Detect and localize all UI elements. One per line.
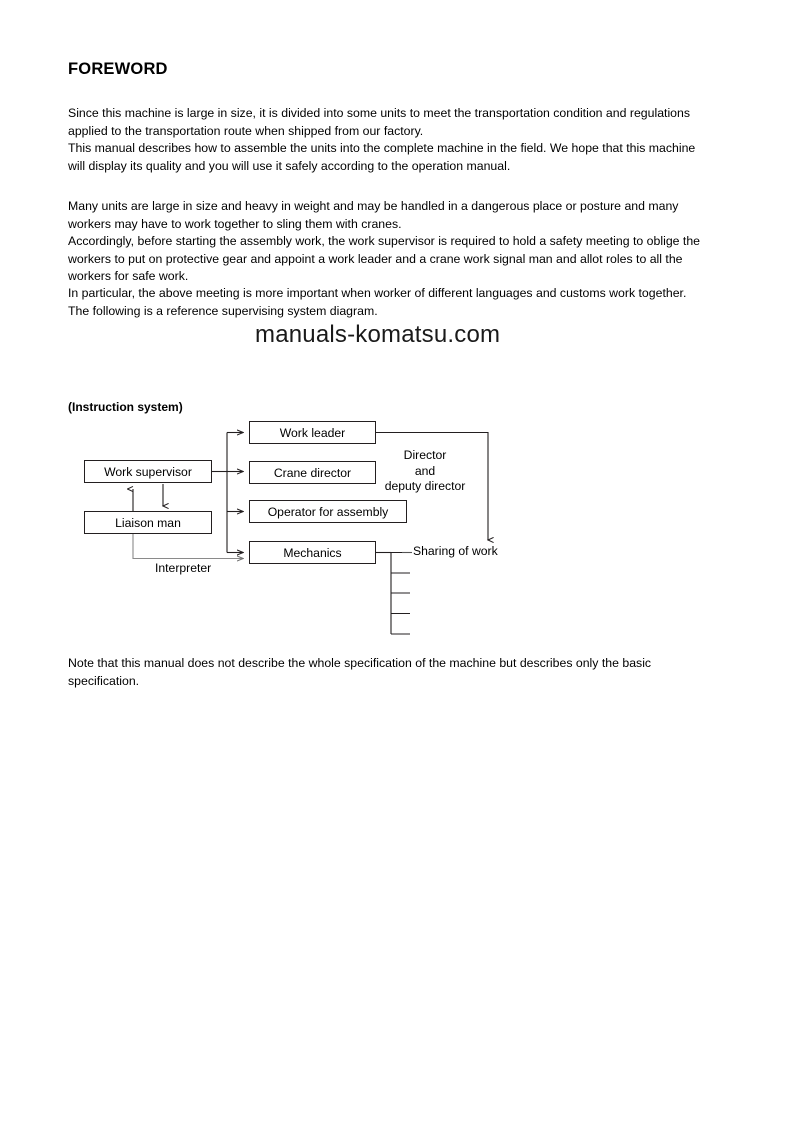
watermark-text: manuals-komatsu.com	[255, 321, 501, 348]
paragraph-group-2	[68, 198, 710, 286]
paragraph: In particular, the above meeting is more important when worker of different languages and customs work together.	[68, 286, 687, 300]
paragraph: Accordingly, before starting the assembly work, the work supervisor is required to hold a safety meeting to oblige the workers to put on protective gear and appoint a work leader and a crane work signal man and allot roles to all the workers for safe work.	[68, 234, 701, 284]
paragraph: The following is a reference supervising system diagram.	[68, 303, 378, 318]
page-title: FOREWORD	[68, 60, 168, 78]
director-line-2: and	[414, 463, 436, 478]
diagram-label-interpreter: Interpreter	[155, 561, 212, 575]
diagram-node-mechanics: Mechanics	[249, 541, 376, 564]
paragraph-group-1	[68, 105, 710, 175]
paragraph-group-3	[68, 285, 710, 320]
paragraph: Since this machine is large in size, it is divided into some units to meet the transportation condition and regulations applied to the transportation route when shipped from our factory.	[68, 106, 691, 138]
director-line-1: Director	[403, 448, 447, 462]
paragraph-group-4	[68, 655, 710, 690]
diagram-node-operator-for-assembly: Operator for assembly	[249, 500, 407, 523]
director-line-3: deputy director	[384, 479, 466, 493]
diagram-caption: (Instruction system)	[68, 400, 183, 414]
paragraph: This manual describes how to assemble the units into the complete machine in the field. We hope that this machine will display its quality and you will use it safely according to the operation manual.	[68, 141, 696, 173]
diagram-node-work-supervisor: Work supervisor	[84, 460, 212, 483]
paragraph: Note that this manual does not describe the whole specification of the machine but describes only the basic specification.	[68, 656, 652, 688]
diagram-node-work-leader: Work leader	[249, 421, 376, 444]
diagram-label-sharing-of-work: Sharing of work	[413, 544, 498, 558]
paragraph: Many units are large in size and heavy in weight and may be handled in a dangerous place or posture and many workers may have to work together to sling them with cranes.	[68, 199, 679, 231]
diagram-node-liaison-man: Liaison man	[84, 511, 212, 534]
diagram-node-crane-director: Crane director	[249, 461, 376, 484]
diagram-label-director-and-deputy-director	[380, 448, 470, 495]
